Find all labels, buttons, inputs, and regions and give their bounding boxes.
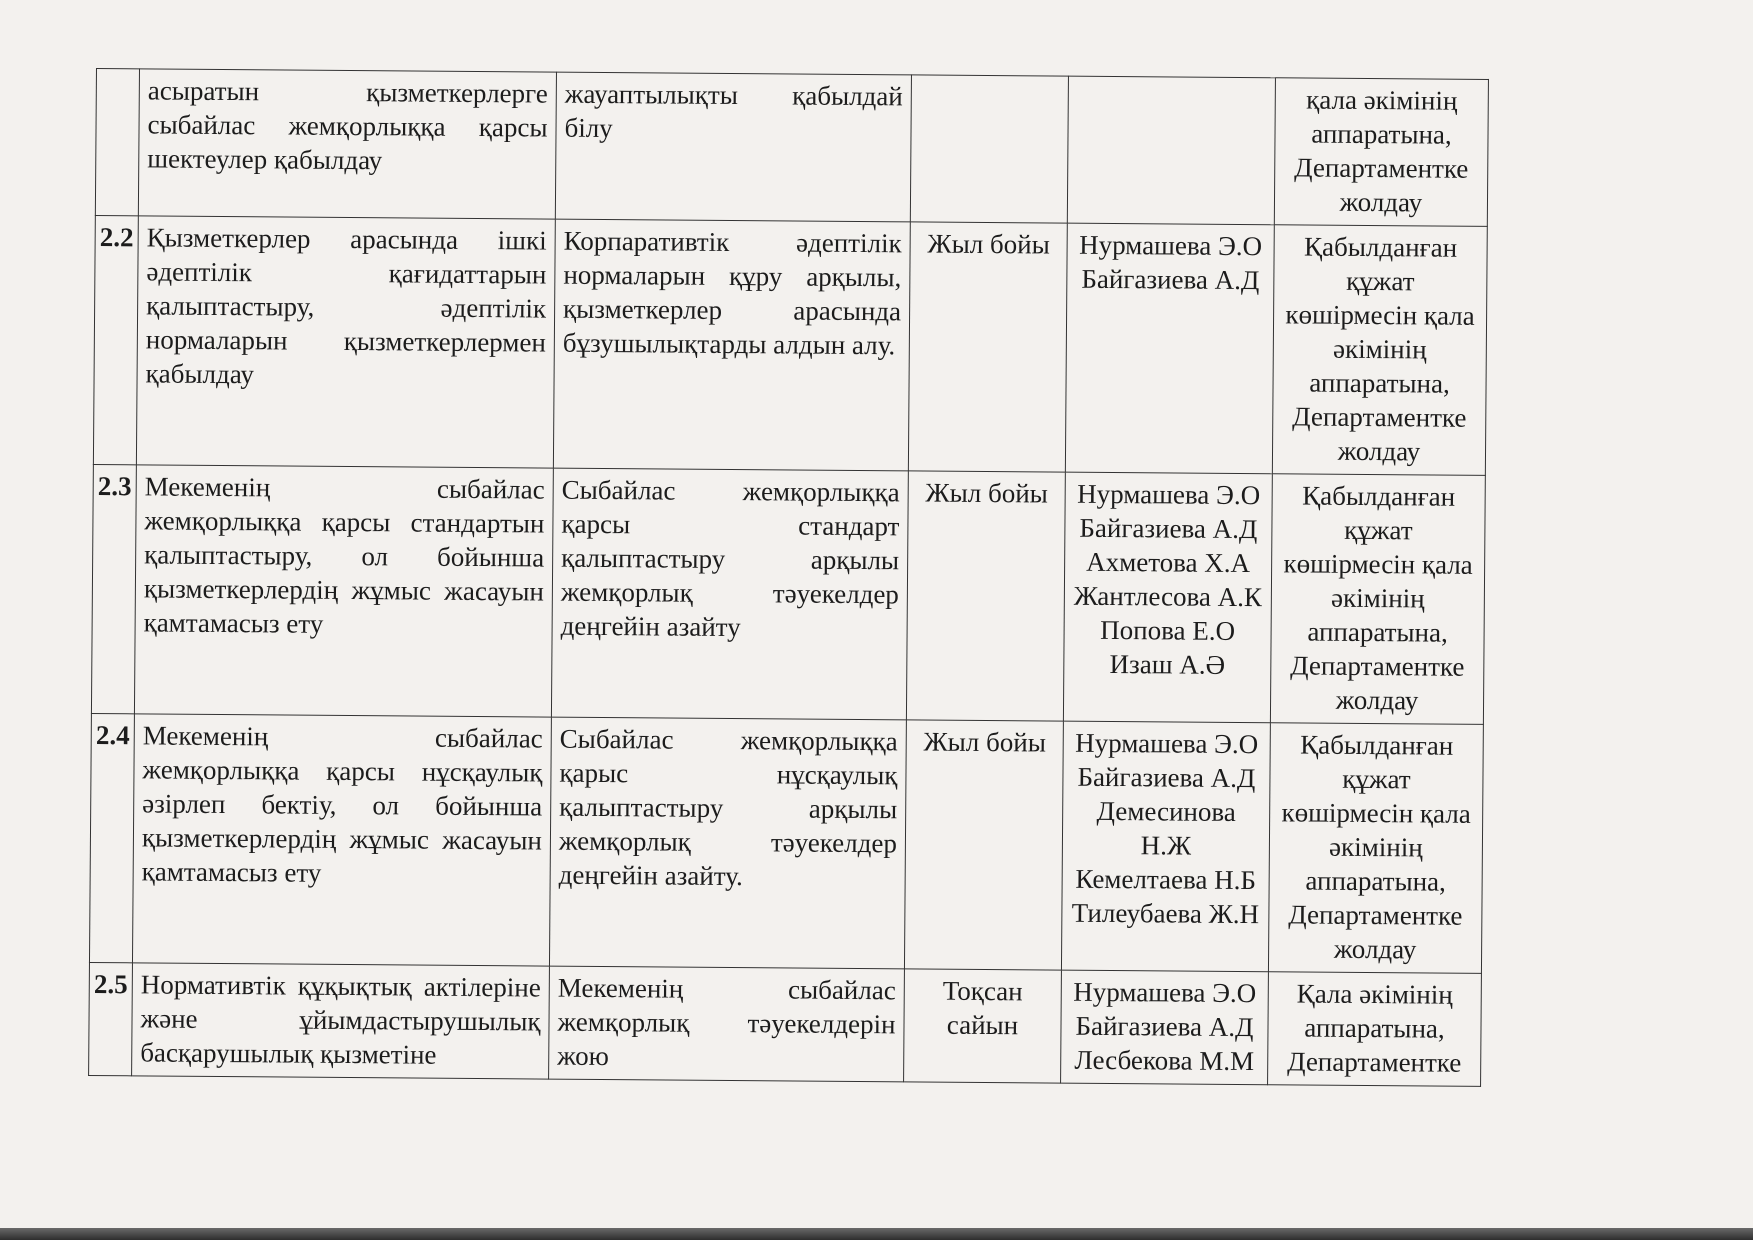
action-cell: асыратын қызметкерлерге сыбайлас жемқорлыққа қарсы шектеулер қабылдау — [138, 69, 556, 219]
responsible-person: Нурмашева Э.О — [1073, 976, 1257, 1009]
plan-table-body — [89, 69, 1489, 1087]
responsible-cell — [1065, 223, 1274, 474]
row-number: 2.3 — [91, 464, 136, 713]
responsible-person: Нурмашева Э.О — [1077, 478, 1261, 511]
responsible-person: Попова Е.О — [1100, 614, 1236, 646]
completion-form-cell: Қабылданған құжат көшірмесін қала әкімінің аппаратына, Департаментке жолдау — [1272, 225, 1487, 476]
row-number: 2.4 — [89, 713, 134, 962]
table-row — [89, 713, 1483, 973]
responsible-cell — [1061, 970, 1269, 1085]
responsible-cell — [1067, 76, 1275, 225]
completion-form-cell: Қабылданған құжат көшірмесін қала әкімінің аппаратына, Департаментке жолдау — [1270, 474, 1485, 725]
responsible-person: Изаш А.Ә — [1109, 648, 1226, 680]
row-number — [95, 69, 139, 216]
completion-form-cell: қала әкімінің аппаратына, Департаментке жолдау — [1274, 78, 1488, 227]
term-cell: Жыл бойы — [906, 471, 1065, 721]
term-cell — [910, 75, 1068, 223]
action-cell: Мекеменің сыбайлас жемқорлыққа қарсы нұсқаулық әзірлеп бектіу, ол бойынша қызметкерлердің жұмыс жасауын қамтамасыз ету — [132, 714, 551, 966]
responsible-person: Тилеубаева Ж.Н — [1071, 897, 1260, 930]
completion-form-cell: Қабылданған құжат көшірмесін қала әкімінің аппаратына, Департаментке жолдау — [1268, 723, 1483, 974]
responsible-cell — [1063, 472, 1272, 723]
term-cell: Жыл бойы — [908, 222, 1067, 472]
responsible-person: Нурмашева Э.О — [1079, 229, 1263, 262]
responsible-person: Байгазиева А.Д — [1075, 1010, 1254, 1043]
action-cell: Нормативтік құқықтық актілеріне және ұйымдастырушылық басқарушылық қызметіне — [132, 963, 550, 1079]
plan-table — [88, 68, 1489, 1087]
row-number: 2.2 — [93, 215, 138, 464]
responsible-person: Байгазиева А.Д — [1079, 512, 1258, 545]
table-row — [89, 962, 1482, 1086]
responsible-cell — [1061, 721, 1270, 972]
responsible-person: Байгазиева А.Д — [1081, 263, 1260, 296]
result-cell: Корпаративтік әдептілік нормаларын құру арқылы, қызметкерлер арасында бұзушылықтарды алдын алу. — [553, 219, 910, 471]
table-row — [95, 69, 1488, 227]
result-cell: Сыбайлас жемқорлыққа қарыс нұсқаулық қалыптастыру арқылы жемқорлық тәуекелдер деңгейін азайту. — [549, 717, 906, 969]
completion-form-cell: Қала әкімінің аппаратына, Департаментке — [1268, 972, 1482, 1087]
result-cell: Мекеменің сыбайлас жемқорлық тәуекелдерін жою — [549, 966, 905, 1082]
term-cell: Тоқсан сайын — [904, 969, 1062, 1083]
responsible-person: Жантлесова А.К — [1073, 580, 1263, 613]
responsible-person: Нурмашева Э.О — [1075, 727, 1259, 760]
responsible-person: Ахметова Х.А — [1086, 546, 1251, 579]
responsible-person: Лесбекова М.М — [1074, 1044, 1255, 1077]
action-cell: Қызметкерлер арасында ішкі әдептілік қағидаттарын қалыптастыру, әдептілік нормаларын қызметкерлермен қабылдау — [136, 216, 555, 468]
table-row — [93, 215, 1487, 475]
row-number: 2.5 — [89, 962, 133, 1075]
result-cell: Сыбайлас жемқорлыққа қарсы стандарт қалыптастыру арқылы жемқорлық тәуекелдер деңгейін азайту — [551, 468, 908, 720]
responsible-person: Байгазиева А.Д — [1077, 761, 1256, 794]
result-cell: жауаптылықты қабылдай білу — [555, 72, 911, 222]
scan-bottom-edge — [0, 1228, 1753, 1240]
responsible-person: Демесинова Н.Ж — [1096, 795, 1236, 861]
table-row — [91, 464, 1485, 724]
responsible-person: Кемелтаева Н.Б — [1075, 863, 1257, 896]
term-cell: Жыл бойы — [904, 720, 1063, 970]
action-cell: Мекеменің сыбайлас жемқорлыққа қарсы стандартын қалыптастыру, ол бойынша қызметкерлердің жұмыс жасауын қамтамасыз ету — [134, 465, 553, 717]
